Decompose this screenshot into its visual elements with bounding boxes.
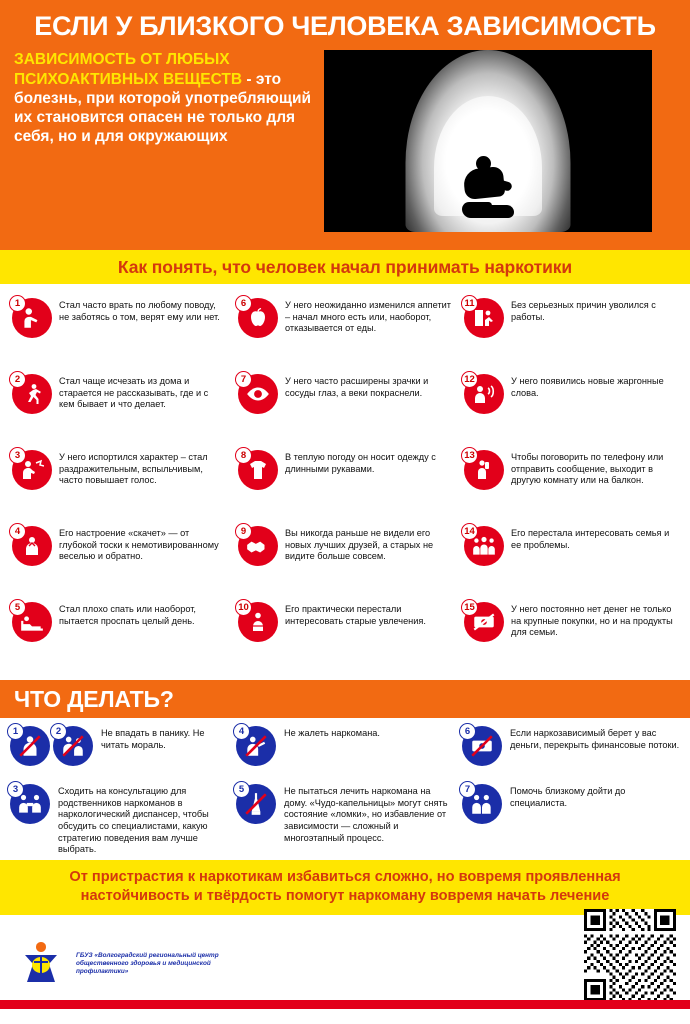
speaking-person-icon bbox=[464, 374, 504, 414]
list-item bbox=[10, 368, 228, 442]
item-number: 15 bbox=[461, 599, 478, 616]
header-lead-rest: - это болезнь, при которой употребляющий их становится опасен не только для себя, но и для окружающих bbox=[14, 70, 312, 146]
header-lead bbox=[14, 50, 314, 146]
list-item bbox=[10, 292, 228, 366]
no-panic-icon bbox=[10, 726, 50, 766]
item-number: 4 bbox=[233, 723, 250, 740]
sad-person-icon bbox=[12, 526, 52, 566]
item-text: Вы никогда раньше не видели его новых лучших друзей, а старых не видите больше совсем. bbox=[285, 528, 434, 562]
eye-icon bbox=[238, 374, 278, 414]
item-number: 6 bbox=[235, 295, 252, 312]
qr-code[interactable] bbox=[584, 909, 676, 1001]
page-title: ЕСЛИ У БЛИЗКОГО ЧЕЛОВЕКА ЗАВИСИМОСТЬ bbox=[34, 11, 656, 41]
bed-icon bbox=[12, 602, 52, 642]
item-number: 1 bbox=[9, 295, 26, 312]
item-text: У него постоянно нет денег не только на крупные покупки, но и на продукты для семьи. bbox=[511, 604, 673, 638]
list-item bbox=[10, 784, 228, 856]
no-money-icon bbox=[464, 602, 504, 642]
list-item bbox=[236, 444, 454, 518]
list-item bbox=[462, 444, 680, 518]
item-number: 8 bbox=[235, 447, 252, 464]
signs-grid bbox=[0, 284, 690, 676]
no-moralizing-icon bbox=[53, 726, 93, 766]
person-lying-icon bbox=[12, 298, 52, 338]
organization-name: ГБУЗ «Волгоградский региональный центр общественного здоровья и медицинской профилактики» bbox=[76, 951, 219, 976]
long-sleeve-shirt-icon bbox=[238, 450, 278, 490]
apple-icon bbox=[238, 298, 278, 338]
no-miracle-cure-icon bbox=[236, 784, 276, 824]
item-text: У него испортился характер – стал раздражительным, вспыльчивым, часто повышает голос. bbox=[59, 452, 208, 486]
list-item bbox=[462, 368, 680, 442]
no-money-flow-icon bbox=[462, 726, 502, 766]
person-sitting-icon bbox=[238, 602, 278, 642]
item-number: 7 bbox=[459, 781, 476, 798]
item-text: Его практически перестали интересовать старые увлечения. bbox=[285, 604, 426, 626]
list-item bbox=[10, 444, 228, 518]
item-text: Не пытаться лечить наркомана на дому. «Чудо-капельницы» могут снять состояние «ломки», но избавление от зависимости — сложный и многоэтапный процесс. bbox=[284, 786, 448, 843]
item-text: Не впадать в панику. Не читать мораль. bbox=[101, 728, 205, 750]
header-section bbox=[0, 0, 690, 250]
help-person-icon bbox=[462, 784, 502, 824]
signs-heading-bar bbox=[0, 250, 690, 284]
item-number: 6 bbox=[459, 723, 476, 740]
item-text: Без серьезных причин уволился с работы. bbox=[511, 300, 656, 322]
item-text: Сходить на консультацию для родственников наркоманов в наркологический диспансер, чтобы обсудить со специалистами, какую стратегию поведения вам лучше выбрать. bbox=[58, 786, 209, 855]
item-number: 14 bbox=[461, 523, 478, 540]
running-person-icon bbox=[12, 374, 52, 414]
footer-note-bar bbox=[0, 860, 690, 915]
item-text: Стал чаще исчезать из дома и старается не рассказывать, где и с кем бывает и что делает. bbox=[59, 376, 209, 410]
item-text: Если наркозависимый берет у вас деньги, перекрыть финансовые потоки. bbox=[510, 728, 680, 750]
item-text: Его настроение «скачет» — от глубокой тоски к немотивированному веселью и обратно. bbox=[59, 528, 219, 562]
footer-section bbox=[0, 915, 690, 1009]
item-number: 10 bbox=[235, 599, 252, 616]
list-item bbox=[236, 292, 454, 366]
list-item bbox=[236, 726, 454, 780]
item-number: 11 bbox=[461, 295, 478, 312]
item-text: Стал часто врать по любому поводу, не заботясь о том, верят ему или нет. bbox=[59, 300, 220, 322]
list-item bbox=[236, 784, 454, 856]
item-number: 5 bbox=[9, 599, 26, 616]
list-item bbox=[462, 596, 680, 670]
list-item bbox=[462, 520, 680, 594]
item-text: Не жалеть наркомана. bbox=[284, 728, 380, 738]
family-icon bbox=[464, 526, 504, 566]
header-lead-highlight: ЗАВИСИМОСТЬ ОТ ЛЮБЫХ ПСИХОАКТИВНЫХ ВЕЩЕСТВ bbox=[14, 51, 243, 88]
list-item bbox=[236, 520, 454, 594]
item-number: 2 bbox=[50, 723, 67, 740]
todo-grid bbox=[0, 718, 690, 860]
item-text: У него часто расширены зрачки и сосуды глаз, а веки покраснели. bbox=[285, 376, 429, 398]
item-number: 12 bbox=[461, 371, 478, 388]
footer-note: От пристрастия к наркотикам избавиться сложно, но вовремя проявленная настойчивость и твёрдость помогут наркоману вовремя начать лечение bbox=[69, 869, 621, 905]
organization-block bbox=[14, 938, 236, 990]
list-item bbox=[236, 368, 454, 442]
consultation-icon bbox=[10, 784, 50, 824]
header-body bbox=[14, 50, 676, 232]
item-number: 2 bbox=[9, 371, 26, 388]
item-number: 9 bbox=[235, 523, 252, 540]
item-text: Чтобы поговорить по телефону или отправить сообщение, выходит в другую комнату или на балкон. bbox=[511, 452, 664, 486]
item-number: 5 bbox=[233, 781, 250, 798]
bottom-red-rule bbox=[0, 1000, 690, 1009]
volgograd-health-center-logo-icon bbox=[14, 938, 68, 990]
todo-heading-bar bbox=[0, 680, 690, 718]
item-number: 3 bbox=[9, 447, 26, 464]
item-text: В теплую погоду он носит одежду с длинными рукавами. bbox=[285, 452, 436, 474]
item-number: 13 bbox=[461, 447, 478, 464]
list-item bbox=[10, 596, 228, 670]
tunnel-photo bbox=[324, 50, 652, 232]
person-exit-door-icon bbox=[464, 298, 504, 338]
crouching-person-icon bbox=[460, 156, 516, 218]
list-item bbox=[462, 726, 680, 780]
list-item bbox=[10, 520, 228, 594]
signs-heading: Как понять, что человек начал принимать наркотики bbox=[117, 256, 573, 277]
item-text: У него появились новые жаргонные слова. bbox=[511, 376, 664, 398]
item-number: 1 bbox=[7, 723, 24, 740]
list-item bbox=[236, 596, 454, 670]
list-item bbox=[462, 784, 680, 856]
shouting-person-icon bbox=[12, 450, 52, 490]
item-text: Помочь близкому дойти до специалиста. bbox=[510, 786, 626, 808]
item-text: Стал плохо спать или наоборот, пытается проспать целый день. bbox=[59, 604, 196, 626]
item-text: У него неожиданно изменился аппетит – начал много есть или, наоборот, отказывается от еды. bbox=[285, 300, 452, 334]
item-number: 3 bbox=[7, 781, 24, 798]
phone-call-icon bbox=[464, 450, 504, 490]
list-item bbox=[10, 726, 228, 780]
no-pity-icon bbox=[236, 726, 276, 766]
list-item bbox=[462, 292, 680, 366]
todo-heading: ЧТО ДЕЛАТЬ? bbox=[14, 685, 174, 712]
item-number: 7 bbox=[235, 371, 252, 388]
handshake-icon bbox=[238, 526, 278, 566]
item-number: 4 bbox=[9, 523, 26, 540]
item-text: Его перестала интересовать семья и ее проблемы. bbox=[511, 528, 670, 550]
